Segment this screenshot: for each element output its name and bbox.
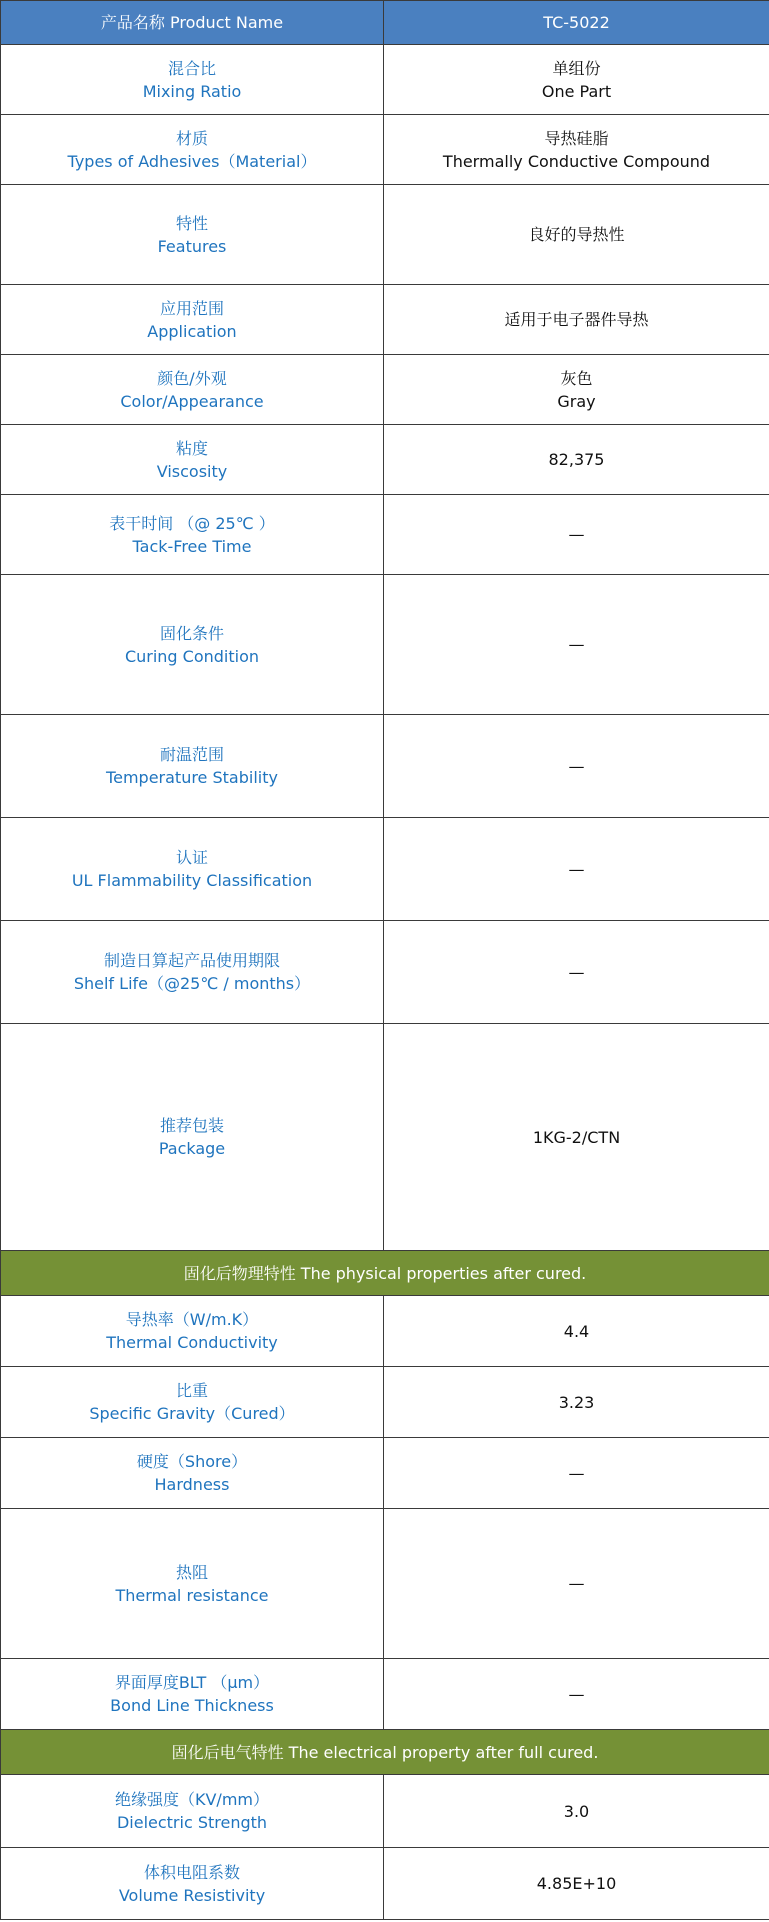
label-en: Application <box>147 321 237 341</box>
label-en: Temperature Stability <box>106 768 278 787</box>
value-cell <box>384 1024 769 1251</box>
table-row <box>1 1296 769 1367</box>
label-cn: 界面厚度BLT （μm） <box>114 1673 270 1692</box>
label-cn: 体积电阻系数 <box>143 1862 240 1882</box>
table-row <box>1 115 769 185</box>
value-en: One Part <box>541 81 612 101</box>
value-cn: 4.85E+10 <box>536 1874 617 1893</box>
table-row <box>1 1775 769 1848</box>
table-row <box>1 575 769 715</box>
value-cell <box>384 1775 769 1848</box>
value-cn: — <box>568 525 585 544</box>
table-row <box>1 1438 769 1509</box>
label-cn: 颜色/外观 <box>157 368 227 388</box>
table-row <box>1 1367 769 1438</box>
label-cell <box>1 185 384 285</box>
value-cell <box>384 1509 769 1659</box>
label-cell <box>1 1659 384 1730</box>
label-cn: 特性 <box>175 213 208 233</box>
value-cell <box>384 1848 769 1920</box>
table-row <box>1 921 769 1024</box>
label-cell <box>1 1296 384 1367</box>
label-en: Shelf Life（@25℃ / months） <box>73 974 311 993</box>
value-cell <box>384 425 769 495</box>
value-cn: 适用于电子器件导热 <box>504 310 649 329</box>
label-cn: 制造日算起产品使用期限 <box>103 951 280 970</box>
value-cell <box>384 1367 769 1438</box>
section-header-physical <box>1 1251 769 1296</box>
value-cn: 1KG-2/CTN <box>532 1127 621 1147</box>
value-en: Thermally Conductive Compound <box>442 151 711 171</box>
label-cell <box>1 1509 384 1659</box>
value-en: Gray <box>557 391 596 411</box>
section-header-electrical <box>1 1730 769 1775</box>
label-cell <box>1 1775 384 1848</box>
section-title-electrical: 固化后电气特性 The electrical property after full cured. <box>1 1730 769 1775</box>
label-en: Viscosity <box>156 461 228 481</box>
value-cell <box>384 115 769 185</box>
value-cn: — <box>568 756 585 776</box>
value-cn: 灰色 <box>560 368 593 388</box>
table-row <box>1 425 769 495</box>
table-row <box>1 355 769 425</box>
table-row <box>1 185 769 285</box>
label-cn: 应用范围 <box>159 298 224 318</box>
label-cell <box>1 818 384 921</box>
label-cn: 绝缘强度（KV/mm） <box>114 1790 269 1809</box>
value-cell <box>384 921 769 1024</box>
table-row <box>1 715 769 818</box>
label-en: Bond Line Thickness <box>110 1696 274 1715</box>
label-cn: 认证 <box>175 848 208 867</box>
label-cell <box>1 355 384 425</box>
table-row <box>1 495 769 575</box>
label-en: Hardness <box>154 1475 230 1494</box>
product-name-header: 产品名称 Product Name <box>1 1 384 45</box>
value-cn: 82,375 <box>548 450 605 469</box>
value-cell <box>384 355 769 425</box>
table-row <box>1 1659 769 1730</box>
label-en: Specific Gravity（Cured） <box>89 1404 295 1423</box>
label-cn: 硬度（Shore） <box>136 1452 248 1471</box>
value-cell <box>384 715 769 818</box>
value-cell <box>384 45 769 115</box>
label-cell <box>1 1848 384 1920</box>
table-row <box>1 1024 769 1251</box>
label-en: Dielectric Strength <box>116 1813 268 1832</box>
value-cn: 4.4 <box>563 1321 590 1341</box>
value-cell <box>384 1438 769 1509</box>
label-cell <box>1 715 384 818</box>
label-en: Volume Resistivity <box>118 1885 266 1905</box>
value-cn: — <box>568 1463 585 1483</box>
label-cn: 比重 <box>175 1381 208 1400</box>
label-cn: 热阻 <box>175 1562 208 1582</box>
label-cell <box>1 921 384 1024</box>
value-cn: — <box>568 1684 585 1704</box>
value-cell <box>384 495 769 575</box>
label-cell <box>1 45 384 115</box>
label-en: Types of Adhesives（Material） <box>67 151 317 171</box>
label-cn: 导热率（W/m.K） <box>125 1310 259 1329</box>
label-cell <box>1 1367 384 1438</box>
header-row <box>1 1 769 45</box>
label-en: Color/Appearance <box>120 391 264 411</box>
value-cn: — <box>568 962 585 982</box>
value-cell <box>384 575 769 715</box>
label-cn: 表干时间 （@ 25℃ ） <box>109 513 275 533</box>
label-en: Thermal resistance <box>115 1585 269 1605</box>
value-cell <box>384 185 769 285</box>
label-en: Mixing Ratio <box>142 81 242 101</box>
value-cell <box>384 285 769 355</box>
table-row <box>1 818 769 921</box>
label-cn: 推荐包装 <box>159 1116 224 1135</box>
label-cn: 固化条件 <box>159 623 224 643</box>
label-cell <box>1 425 384 495</box>
table-row <box>1 1848 769 1920</box>
label-cn: 粘度 <box>175 438 208 458</box>
label-cn: 混合比 <box>167 58 216 78</box>
table-row <box>1 285 769 355</box>
label-cell <box>1 285 384 355</box>
value-cn: 3.23 <box>558 1392 595 1412</box>
value-cn: 导热硅脂 <box>544 128 609 148</box>
table-row <box>1 45 769 115</box>
label-cell <box>1 115 384 185</box>
value-cn: 单组份 <box>552 58 601 78</box>
label-cell <box>1 1024 384 1251</box>
value-cell <box>384 818 769 921</box>
value-cn: — <box>568 859 585 879</box>
label-cell <box>1 1438 384 1509</box>
label-cell <box>1 575 384 715</box>
label-en: Features <box>157 236 227 256</box>
label-en: Package <box>158 1139 226 1158</box>
section-title-physical: 固化后物理特性 The physical properties after cured. <box>1 1251 769 1296</box>
value-cn: — <box>568 635 585 654</box>
value-cn: — <box>568 1574 585 1593</box>
value-cell <box>384 1659 769 1730</box>
value-cn: 良好的导热性 <box>528 225 625 244</box>
label-en: Curing Condition <box>124 646 260 666</box>
label-en: UL Flammability Classification <box>71 871 313 890</box>
product-model-header: TC-5022 <box>384 1 769 45</box>
label-cn: 耐温范围 <box>159 745 224 764</box>
table-row <box>1 1509 769 1659</box>
label-en: Tack-Free Time <box>132 536 252 556</box>
value-cn: 3.0 <box>563 1801 590 1821</box>
value-cell <box>384 1296 769 1367</box>
label-cn: 材质 <box>175 128 208 148</box>
label-cell <box>1 495 384 575</box>
label-en: Thermal Conductivity <box>106 1333 278 1352</box>
